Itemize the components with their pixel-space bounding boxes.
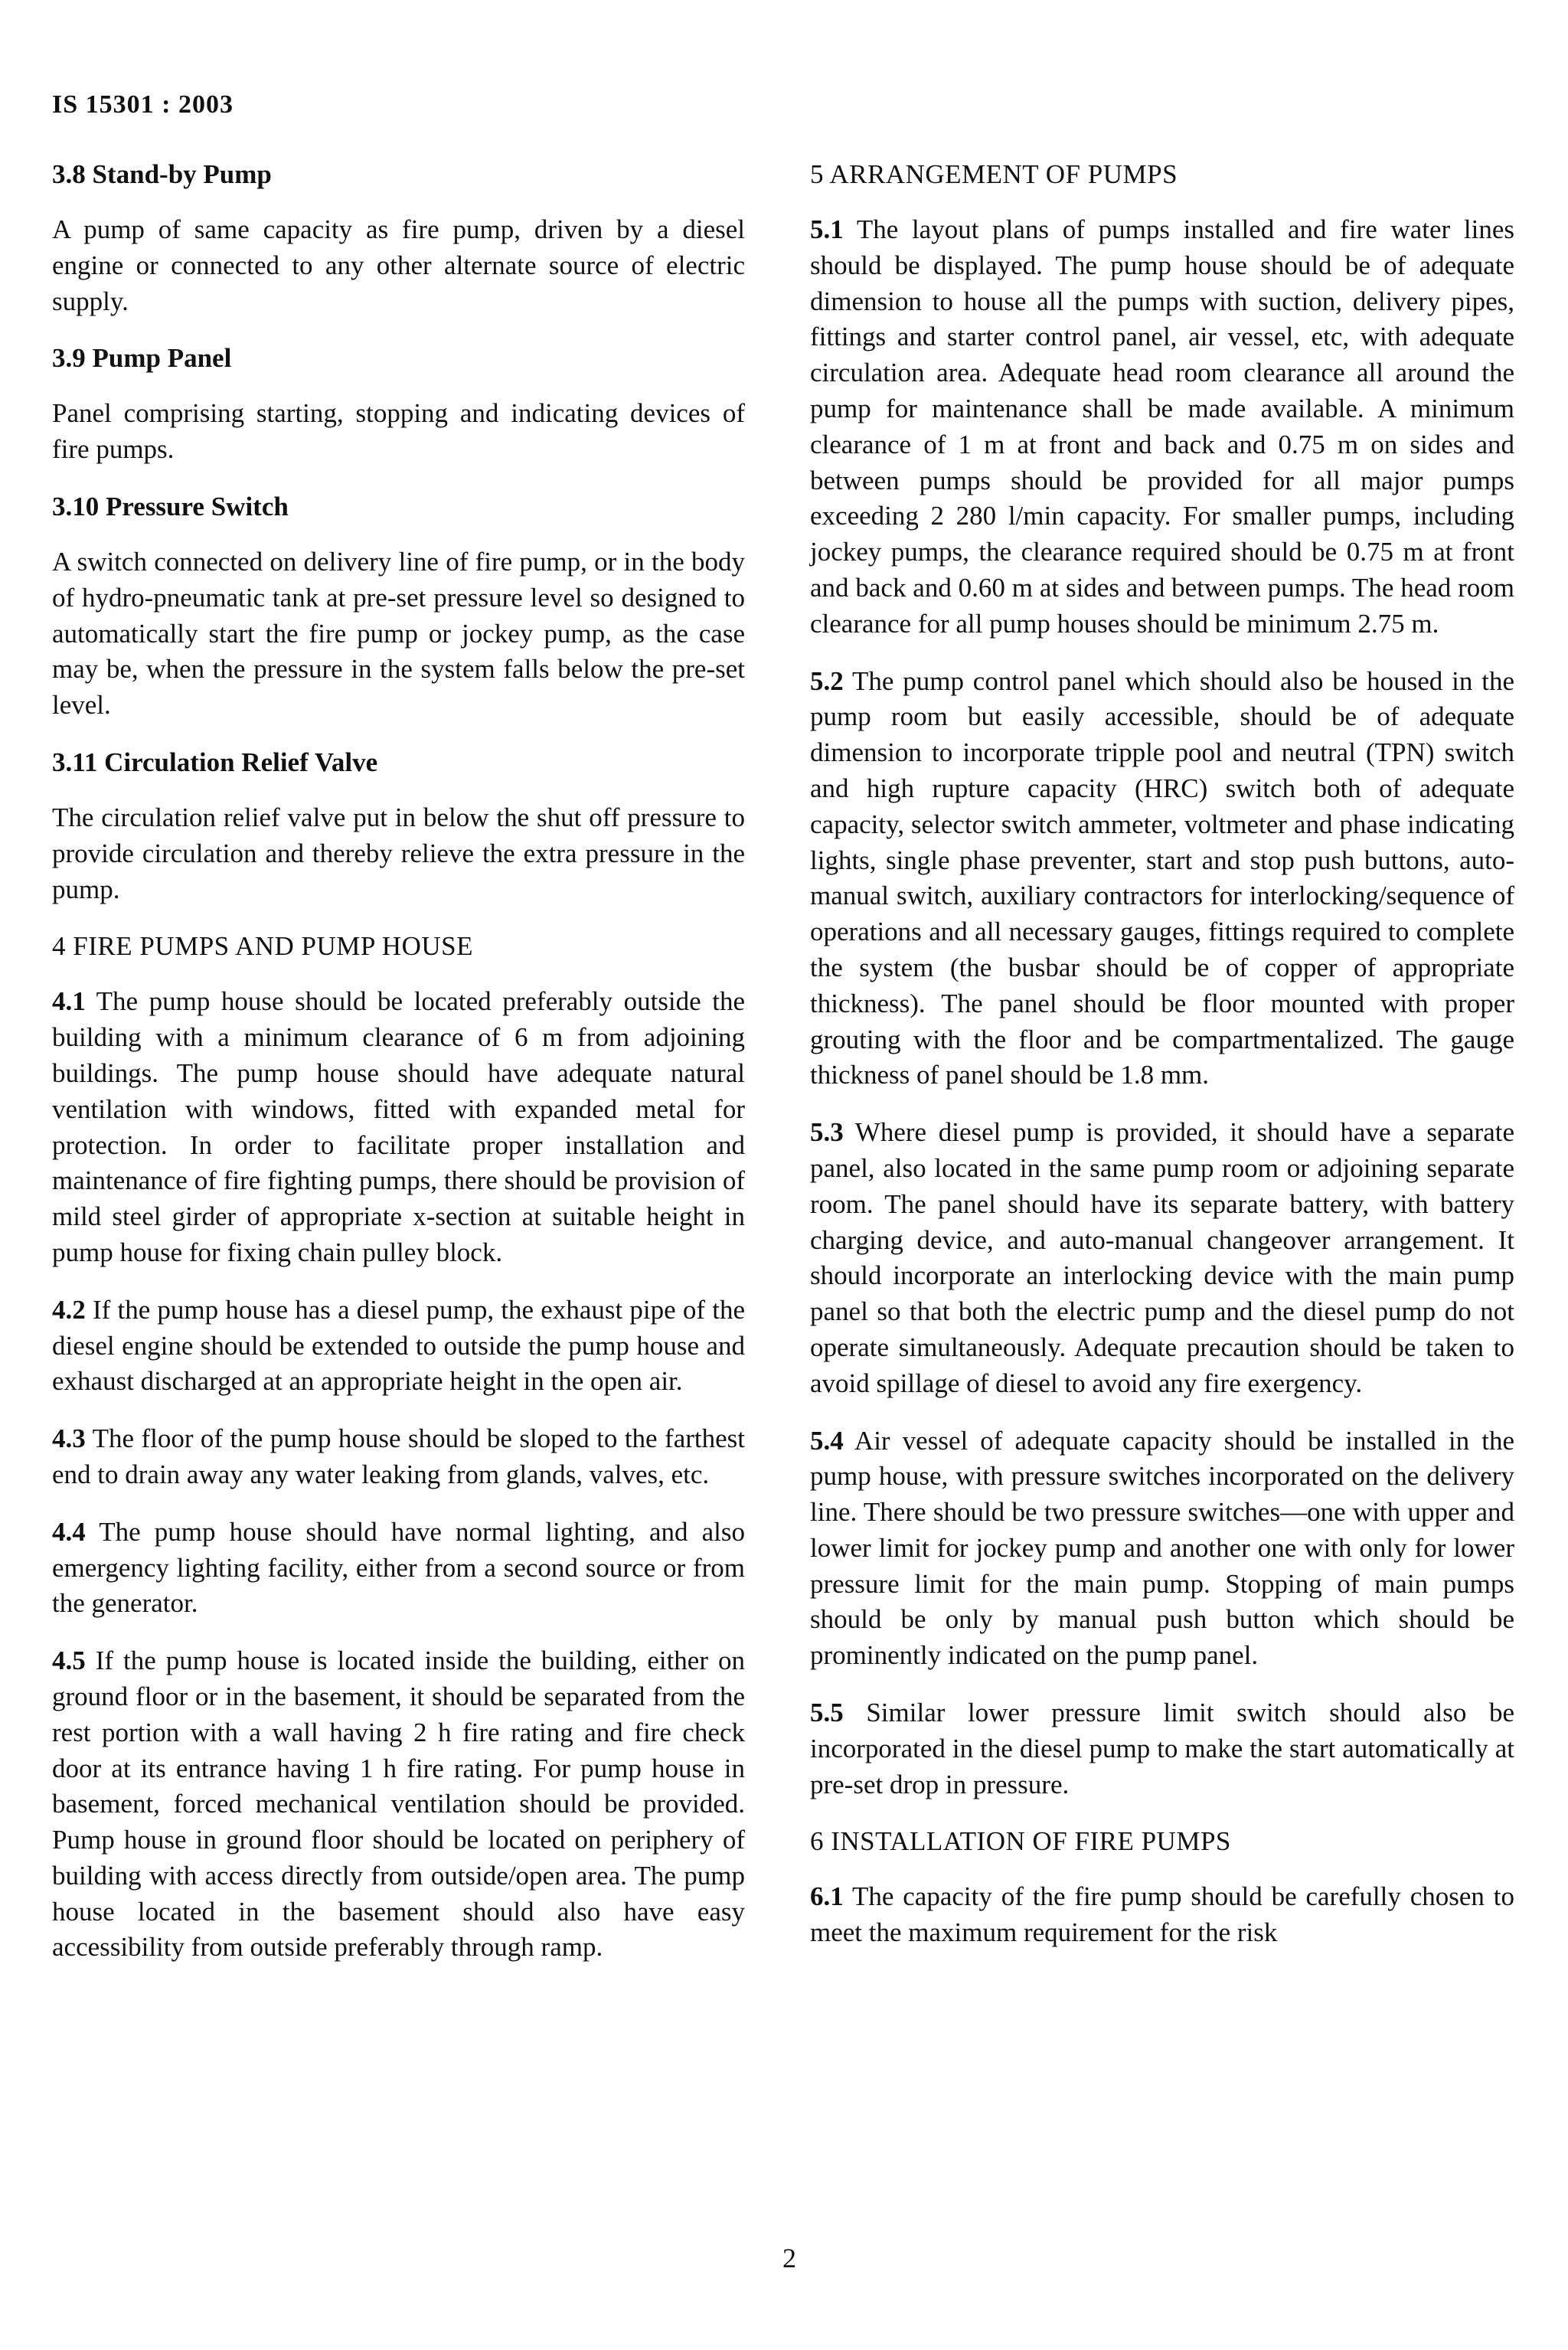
paragraph-text: A switch connected on delivery line of fire pump, or in the body of hydro-pneumatic tank at pre-set pressure level so designed to automatically start the fire pump or jockey pump, as the case may be, when the pressure in the system falls below the pre-set level. <box>52 546 745 721</box>
clause-number: 5.1 <box>810 214 844 244</box>
paragraph-text: The capacity of the fire pump should be carefully chosen to meet the maximum requirement for the risk <box>810 1881 1514 1948</box>
paragraph-text: If the pump house is located inside the building, either on ground floor or in the basement, it should be separated from the rest portion with a wall having 2 h fire rating and fire check door at its entrance having 1 h fire rating. For pump house in basement, forced mechanical ventilation should be provided. Pump house in ground floor should be located on periphery of building with access directly from outside/open area. The pump house located in the basement should also have easy accessibility from outside preferably through ramp. <box>52 1646 745 1963</box>
clause-number: 4.2 <box>52 1294 86 1325</box>
clause-number: 6.1 <box>810 1881 844 1912</box>
paragraph-text: Air vessel of adequate capacity should be installed in the pump house, with pressure switches incorporated on the delivery line. There should be two pressure switches—one with upper and lower limit for jockey pump and another one with only for lower pressure limit for the main pump. Stopping of main pumps should be only by manual push button which should be prominently indicated on the pump panel. <box>810 1425 1514 1671</box>
clause-number: 4.3 <box>52 1423 86 1454</box>
clause-number: 4.1 <box>52 986 86 1017</box>
section-heading-h-3-8: 3.8 Stand-by Pump <box>52 159 272 189</box>
paragraph-p-4-5 <box>52 1643 745 1966</box>
paragraph-p-3-10 <box>52 544 745 724</box>
paragraph-p-5-3 <box>810 1115 1514 1401</box>
paragraph-text: If the pump house has a diesel pump, the exhaust pipe of the diesel engine should be extended to outside the pump house and exhaust discharged at an appropriate height in the open air. <box>52 1294 745 1397</box>
clause-number: 5.5 <box>810 1698 844 1728</box>
section-heading-h-4: 4 FIRE PUMPS AND PUMP HOUSE <box>52 931 473 962</box>
clause-number: 5.4 <box>810 1425 844 1456</box>
section-heading-h-5: 5 ARRANGEMENT OF PUMPS <box>810 159 1178 189</box>
paragraph-text: The pump house should have normal lighting, and also emergency lighting facility, either from a second source or from the generator. <box>52 1516 746 1619</box>
paragraph-text: The layout plans of pumps installed and fire water lines should be displayed. The pump house should be of adequate dimension to house all the pumps with suction, delivery pipes, fittings and starter control panel, air vessel, etc, with adequate circulation area. Adequate head room clearance all around the pump for maintenance shall be made available. A minimum clearance of 1 m at front and back and 0.75 m on sides and between pumps should be provided for all major pumps exceeding 2 280 l/min capacity. For smaller pumps, including jockey pumps, the clearance required should be 0.75 m at front and back and 0.60 m at sides and between pumps. The head room clearance for all pump houses should be minimum 2.75 m. <box>810 214 1514 639</box>
paragraph-text: A pump of same capacity as fire pump, driven by a diesel engine or connected to any other alternate source of electric supply. <box>52 214 745 316</box>
paragraph-text: Where diesel pump is provided, it should have a separate panel, also located in the same pump room or adjoining separate room. The panel should have its separate battery, with battery charging device, and auto-manual changeover arrangement. It should incorporate an interlocking device with the main pump panel so that both the electric pump and the diesel pump do not operate simultaneously. Adequate precaution should be taken to avoid spillage of diesel to avoid any fire exergency. <box>810 1117 1514 1398</box>
clause-number: 5.2 <box>810 665 844 696</box>
paragraph-p-6-1 <box>810 1879 1514 1951</box>
paragraph-p-3-8 <box>52 212 745 319</box>
paragraph-p-3-9 <box>52 396 745 468</box>
paragraph-text: The pump control panel which should also be housed in the pump room but easily accessible, should be of adequate dimension to incorporate tripple pool and neutral (TPN) switch and high rupture capacity (HRC) switch both of adequate capacity, selector switch ammeter, voltmeter and phase indicating lights, single phase preventer, start and stop push buttons, auto-manual switch, auxiliary contractors for interlocking/sequence of operations and all necessary gauges, fittings required to complete the system (the busbar should be of copper of appropriate thickness). The panel should be floor mounted with proper grouting with the floor and be compartmentalized. The gauge thickness of panel should be 1.8 mm. <box>810 665 1514 1090</box>
paragraph-text: The floor of the pump house should be sloped to the farthest end to drain away any water leaking from glands, valves, etc. <box>52 1423 745 1489</box>
paragraph-p-4-1 <box>52 984 745 1270</box>
clause-number: 4.5 <box>52 1646 86 1676</box>
paragraph-p-4-4 <box>52 1515 745 1622</box>
section-heading-h-3-9: 3.9 Pump Panel <box>52 343 232 374</box>
paragraph-text: Panel comprising starting, stopping and indicating devices of fire pumps. <box>52 398 745 465</box>
paragraph-p-3-11 <box>52 800 745 907</box>
paragraph-p-5-5 <box>810 1695 1514 1803</box>
page-number: 2 <box>782 2243 796 2273</box>
paragraph-p-4-2 <box>52 1293 745 1400</box>
section-heading-h-3-10: 3.10 Pressure Switch <box>52 491 289 521</box>
clause-number: 4.4 <box>52 1516 86 1547</box>
right-column <box>810 157 1514 1972</box>
paragraph-text: Similar lower pressure limit switch should also be incorporated in the diesel pump to make the start automatically at pre-set drop in pressure. <box>810 1698 1514 1799</box>
section-heading-h-3-11: 3.11 Circulation Relief Valve <box>52 747 378 777</box>
section-heading-h-6: 6 INSTALLATION OF FIRE PUMPS <box>810 1826 1231 1857</box>
paragraph-p-4-3 <box>52 1421 745 1493</box>
left-column <box>52 157 745 1987</box>
paragraph-text: The circulation relief valve put in below the shut off pressure to provide circulation and thereby relieve the extra pressure in the pump. <box>52 802 745 904</box>
paragraph-p-5-4 <box>810 1423 1514 1675</box>
paragraph-p-5-2 <box>810 664 1514 1094</box>
clause-number: 5.3 <box>810 1117 844 1148</box>
paragraph-p-5-1 <box>810 212 1514 642</box>
paragraph-text: The pump house should be located preferably outside the building with a minimum clearance of 6 m from adjoining buildings. The pump house should have adequate natural ventilation with windows, fitted with expanded metal for protection. In order to facilitate proper installation and maintenance of fire fighting pumps, there should be provision of mild steel girder of appropriate x-section at suitable height in pump house for fixing chain pulley block. <box>52 986 745 1267</box>
standard-code: IS 15301 : 2003 <box>52 90 234 119</box>
